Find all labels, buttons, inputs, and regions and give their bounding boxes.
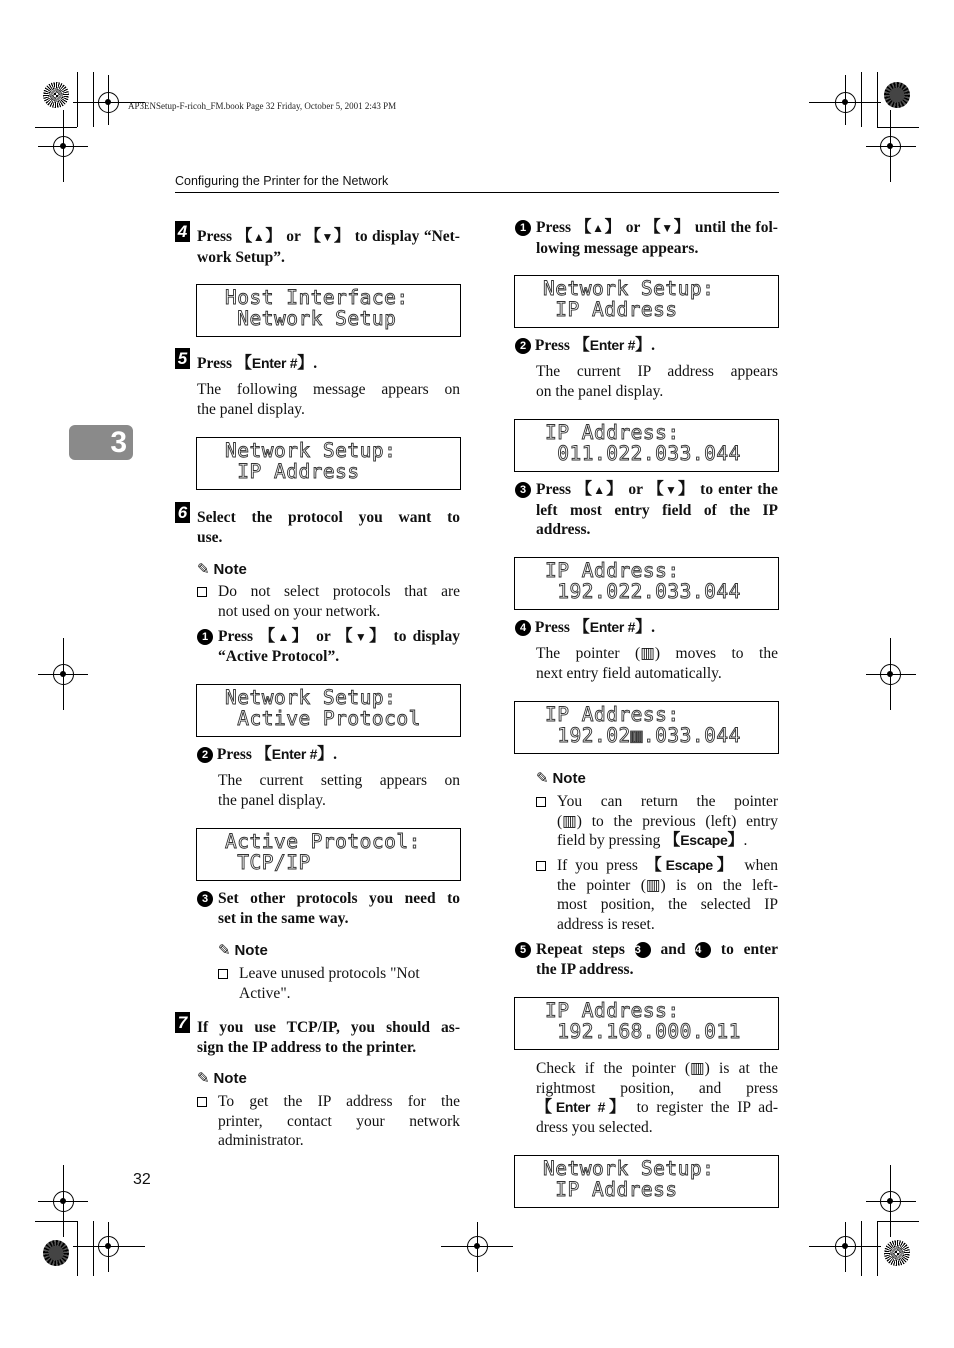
pencil-icon: ✎	[536, 771, 549, 787]
lcd-display: IP Address: 192.02▥.033.044	[514, 701, 779, 754]
page-number: 32	[133, 1171, 151, 1188]
substep-5: 5 Repeat steps 3 and 4 to enter the IP address.	[515, 940, 778, 979]
step-5-body: The following message appears on the panel display.	[197, 381, 460, 418]
down-arrow-icon: ▼	[321, 230, 334, 244]
down-arrow-icon: ▼	[661, 221, 674, 235]
pencil-icon: ✎	[197, 562, 210, 578]
lcd-display: Network Setup: Active Protocol	[196, 684, 461, 737]
enter-key: Enter #	[589, 337, 636, 353]
substep-number: 2	[197, 747, 213, 763]
checkbox-bullet-icon	[536, 861, 546, 871]
lcd-display: Host Interface: Network Setup	[196, 284, 461, 337]
pencil-icon: ✎	[197, 1071, 210, 1087]
substep-1: 1 Press 【▲】 or 【▼】 to display “Active Protocol”.	[197, 627, 460, 647]
step-number: 6	[175, 502, 190, 523]
substep-3: 3 Press 【▲】 or 【▼】 to enter the left most entry field of the IP address.	[515, 480, 778, 540]
step-4-text: Press 【▲】 or 【▼】 to display “Net- work Setup”.	[197, 228, 460, 266]
substep-number: 4	[515, 620, 531, 636]
note-item: To get the IP address for the printer, contact your network administrator.	[197, 1092, 460, 1151]
chapter-tab	[69, 425, 133, 460]
color-rosette	[43, 82, 69, 108]
checkbox-bullet-icon	[218, 969, 228, 979]
substep-2: 2 Press 【Enter #】.	[197, 745, 337, 765]
note-item: Leave unused protocols "Not Active".	[218, 964, 460, 1003]
lcd-display: Network Setup: IP Address	[196, 437, 461, 490]
check-text: Check if the pointer (▥) is at the rightmost position, and press 【Enter #】 to register the IP ad- dress you selected.	[536, 1060, 778, 1136]
note-heading: ✎ Note	[197, 1070, 247, 1087]
step-6-text: Select the protocol you want to use.	[197, 509, 460, 546]
substep-1: 1 Press 【▲】 or 【▼】 until the fol- lowing message appears.	[515, 218, 778, 258]
up-arrow-icon: ▲	[252, 230, 266, 244]
lcd-display: Network Setup: IP Address	[514, 275, 779, 328]
substep-2-body: The current setting appears on the panel display.	[218, 772, 460, 809]
escape-key: Escape	[665, 857, 713, 873]
step-number: 7	[175, 1012, 190, 1033]
pencil-icon: ✎	[218, 943, 231, 959]
running-header: Configuring the Printer for the Network	[175, 174, 389, 188]
escape-key: Escape	[680, 832, 728, 848]
substep-4: 4 Press 【Enter #】.	[515, 618, 655, 638]
checkbox-bullet-icon	[536, 797, 546, 807]
substep-number: 3	[515, 482, 531, 498]
enter-key: Enter #	[555, 1099, 606, 1115]
lcd-display: IP Address: 192.168.000.011	[514, 997, 779, 1050]
up-arrow-icon: ▲	[592, 221, 605, 235]
lcd-display: Network Setup: IP Address	[514, 1155, 779, 1208]
lcd-display: Active Protocol: TCP/IP	[196, 828, 461, 881]
checkbox-bullet-icon	[197, 587, 207, 597]
substep-number: 3	[197, 891, 213, 907]
lcd-display: IP Address: 011.022.033.044	[514, 419, 779, 472]
step-number: 5	[175, 348, 190, 369]
step-number: 4	[175, 221, 190, 242]
color-rosette	[884, 1240, 910, 1266]
substep-4-body: The pointer (▥) moves to the next entry field automatically.	[536, 645, 778, 682]
substep-2-body: The current IP address appears on the panel display.	[536, 363, 778, 400]
lcd-display: IP Address: 192.022.033.044	[514, 557, 779, 610]
substep-number: 2	[515, 338, 531, 354]
note-heading: ✎ Note	[536, 770, 586, 787]
substep-2: 2 Press 【Enter #】.	[515, 336, 655, 356]
step-7-text: If you use TCP/IP, you should as- sign the IP address to the printer.	[197, 1019, 460, 1056]
substep-number: 1	[197, 629, 213, 645]
up-arrow-icon: ▲	[593, 483, 607, 497]
note-item: If you press 【Escape】 when the pointer (▥) is on the left- most position, the selected IP address is reset.	[536, 856, 778, 934]
color-rosette	[884, 82, 910, 108]
chapter-number: 3	[110, 426, 127, 459]
checkbox-bullet-icon	[197, 1097, 207, 1107]
enter-key: Enter #	[251, 355, 298, 371]
note-heading: ✎ Note	[197, 561, 247, 578]
note-item: Do not select protocols that are not used on your network.	[197, 582, 460, 621]
up-arrow-icon: ▲	[277, 630, 292, 644]
step-5-text: Press 【Enter #】.	[197, 355, 318, 372]
down-arrow-icon: ▼	[354, 630, 370, 644]
enter-key: Enter #	[589, 619, 636, 635]
note-item: You can return the pointer (▥) to the previous (left) entry field by pressing 【Escape】.	[536, 792, 778, 851]
note-heading: ✎ Note	[218, 942, 268, 959]
header-rule	[175, 192, 779, 193]
enter-key: Enter #	[271, 746, 318, 762]
substep-number: 5	[515, 942, 531, 958]
substep-3: 3 Set other protocols you need to set in the same way.	[197, 889, 460, 928]
file-info: AP3ENSetup-F-ricoh_FM.book Page 32 Friday, October 5, 2001 2:43 PM	[128, 101, 397, 111]
substep-number: 1	[515, 220, 531, 236]
down-arrow-icon: ▼	[664, 483, 678, 497]
color-rosette	[43, 1240, 69, 1266]
